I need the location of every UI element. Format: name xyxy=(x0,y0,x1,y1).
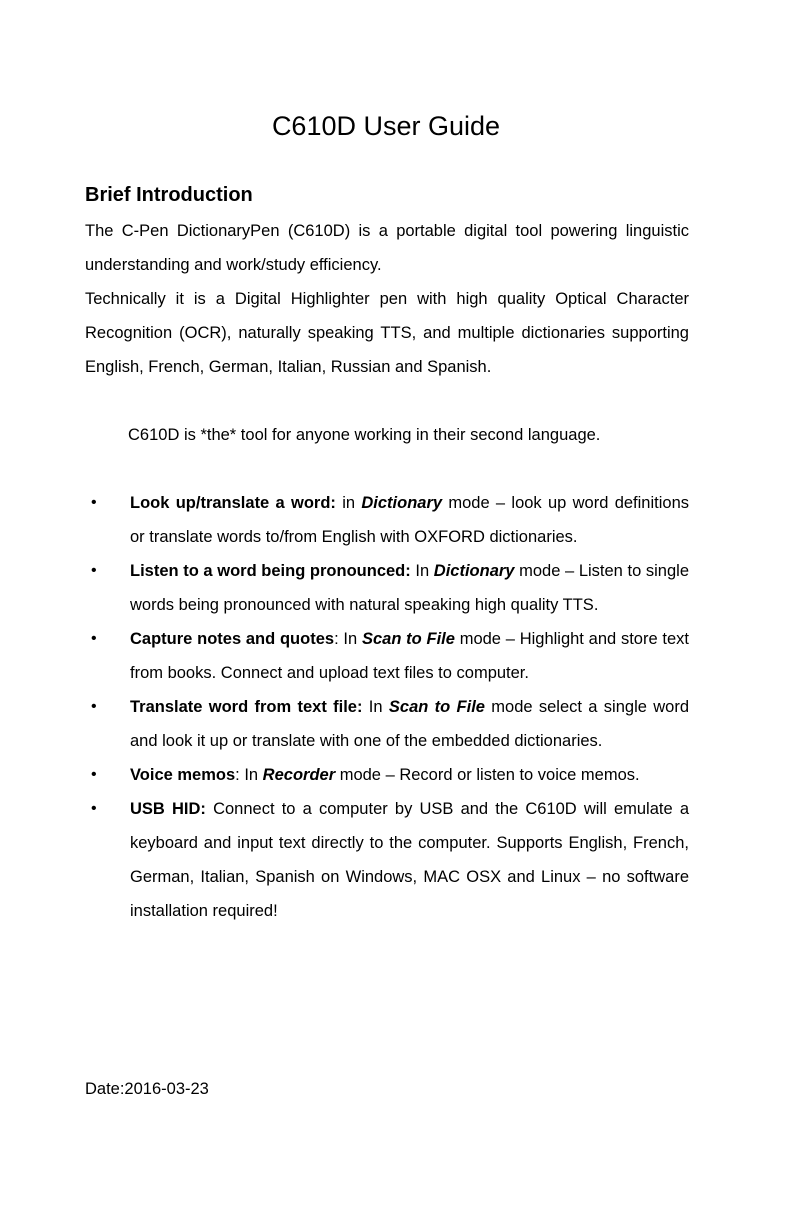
feature-mode: Scan to File xyxy=(361,630,455,648)
feature-text-pre: : In xyxy=(334,630,362,648)
feature-title: Voice memos xyxy=(130,766,236,784)
feature-text-pre: Connect to a computer by USB and the C610D will emulate a keyboard and input text directly to the computer. Supports English, French, German, Italian, Spanish on Windows, MAC OSX and Linux – no software installation required! xyxy=(130,800,689,920)
feature-text-pre: In xyxy=(362,698,389,716)
feature-title: USB HID: xyxy=(130,800,206,818)
intro-paragraph-2: Technically it is a Digital Highlighter pen with high quality Optical Character Recognition (OCR), naturally speaking TTS, and multiple dictionaries supporting English, French, German, Italian, Russian and Spanish. xyxy=(85,290,689,376)
list-item xyxy=(85,690,689,758)
feature-mode: Dictionary xyxy=(433,562,515,580)
list-item xyxy=(85,622,689,690)
feature-list xyxy=(85,486,689,928)
feature-text-pre: : In xyxy=(235,766,263,784)
feature-title: Capture notes and quotes xyxy=(130,630,335,648)
tagline: C610D is *the* tool for anyone working in their second language. xyxy=(128,426,601,444)
bullet-icon: • xyxy=(91,698,97,715)
feature-mode: Scan to File xyxy=(388,698,485,716)
feature-text-post: mode – look up word definitions or translate words to/from English with OXFORD dictionaries. xyxy=(130,494,689,546)
list-item xyxy=(85,758,689,792)
feature-mode: Recorder xyxy=(262,766,336,784)
feature-title: Translate word from text file: xyxy=(130,698,363,716)
feature-title: Look up/translate a word: xyxy=(130,494,336,512)
feature-text-post: mode – Highlight and store text from books. Connect and upload text files to computer. xyxy=(130,630,689,682)
list-item xyxy=(85,792,689,928)
bullet-icon: • xyxy=(91,766,97,783)
bullet-icon: • xyxy=(91,562,97,579)
feature-text-pre: In xyxy=(410,562,434,580)
feature-title: Listen to a word being pronounced: xyxy=(130,562,411,580)
bullet-icon: • xyxy=(91,800,97,817)
intro-paragraph-1: The C-Pen DictionaryPen (C610D) is a portable digital tool powering linguistic understanding and work/study efficiency. xyxy=(85,222,689,274)
feature-mode: Dictionary xyxy=(361,494,443,512)
feature-text-post: mode – Record or listen to voice memos. xyxy=(335,766,640,784)
section-heading: Brief Introduction xyxy=(85,184,253,206)
feature-text-post: mode select a single word and look it up or translate with one of the embedded dictionaries. xyxy=(130,698,689,750)
feature-text-post: mode – Listen to single words being pronounced with natural speaking high quality TTS. xyxy=(130,562,689,614)
feature-text-pre: in xyxy=(335,494,362,512)
list-item xyxy=(85,486,689,554)
document-date: Date:2016-03-23 xyxy=(85,1080,209,1098)
list-item xyxy=(85,554,689,622)
intro-text xyxy=(85,214,689,384)
bullet-icon: • xyxy=(91,630,97,647)
page-title: C610D User Guide xyxy=(271,111,501,141)
bullet-icon: • xyxy=(91,494,97,511)
